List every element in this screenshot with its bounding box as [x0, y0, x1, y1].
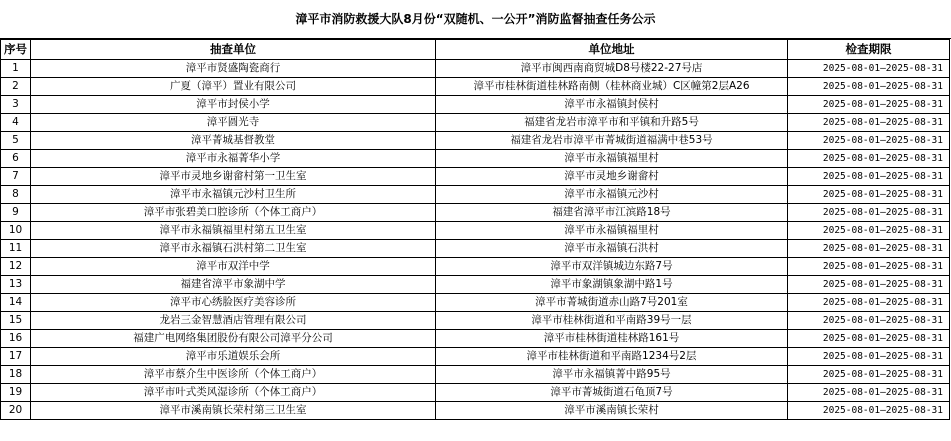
cell-period[interactable]: 2025-08-01—2025-08-31	[788, 186, 950, 204]
cell-unit[interactable]: 漳平市永福镇元沙村卫生所	[31, 186, 436, 204]
cell-period[interactable]: 2025-08-01—2025-08-31	[788, 114, 950, 132]
cell-no[interactable]: 11	[1, 240, 31, 258]
cell-address[interactable]: 漳平市桂林街道桂林路南侧（桂林商业城）C区幢第2层A26	[436, 78, 788, 96]
cell-address[interactable]: 漳平市永福镇石洪村	[436, 240, 788, 258]
table-row	[1, 330, 950, 348]
cell-address[interactable]: 漳平市象湖镇象湖中路1号	[436, 276, 788, 294]
cell-unit[interactable]: 漳平市乐道娱乐会所	[31, 348, 436, 366]
cell-unit[interactable]: 漳平市心绣脸医疗美容诊所	[31, 294, 436, 312]
cell-unit[interactable]: 广夏（漳平）置业有限公司	[31, 78, 436, 96]
cell-unit[interactable]: 漳平市封侯小学	[31, 96, 436, 114]
cell-address[interactable]: 漳平市永福镇福里村	[436, 222, 788, 240]
table-row	[1, 384, 950, 402]
cell-unit[interactable]: 漳平市张碧美口腔诊所（个体工商户）	[31, 204, 436, 222]
cell-no[interactable]: 14	[1, 294, 31, 312]
table-row	[1, 114, 950, 132]
cell-unit[interactable]: 漳平市双洋中学	[31, 258, 436, 276]
cell-period[interactable]: 2025-08-01—2025-08-31	[788, 240, 950, 258]
cell-no[interactable]: 10	[1, 222, 31, 240]
cell-period[interactable]: 2025-08-01—2025-08-31	[788, 132, 950, 150]
header-period[interactable]: 检查期限	[788, 40, 950, 60]
cell-period[interactable]: 2025-08-01—2025-08-31	[788, 312, 950, 330]
inspection-table	[0, 39, 950, 420]
cell-unit[interactable]: 漳平市永福镇石洪村第二卫生室	[31, 240, 436, 258]
header-row	[1, 40, 950, 60]
cell-period[interactable]: 2025-08-01—2025-08-31	[788, 168, 950, 186]
header-no[interactable]: 序号	[1, 40, 31, 60]
cell-address[interactable]: 漳平市永福镇元沙村	[436, 186, 788, 204]
cell-no[interactable]: 19	[1, 384, 31, 402]
cell-address[interactable]: 漳平市桂林街道和平南路39号一层	[436, 312, 788, 330]
cell-address[interactable]: 漳平市闽西南商贸城D8号楼22-27号店	[436, 60, 788, 78]
table-row	[1, 240, 950, 258]
cell-no[interactable]: 16	[1, 330, 31, 348]
cell-period[interactable]: 2025-08-01—2025-08-31	[788, 348, 950, 366]
cell-unit[interactable]: 漳平市灵地乡谢畲村第一卫生室	[31, 168, 436, 186]
cell-address[interactable]: 漳平市菁城街道石龟顶7号	[436, 384, 788, 402]
cell-unit[interactable]: 福建广电网络集团股份有限公司漳平分公司	[31, 330, 436, 348]
cell-no[interactable]: 15	[1, 312, 31, 330]
cell-unit[interactable]: 漳平市蔡介生中医诊所（个体工商户）	[31, 366, 436, 384]
table-row	[1, 186, 950, 204]
cell-period[interactable]: 2025-08-01—2025-08-31	[788, 150, 950, 168]
cell-unit[interactable]: 漳平圆光寺	[31, 114, 436, 132]
cell-address[interactable]: 漳平市菁城街道赤山路7号201室	[436, 294, 788, 312]
cell-no[interactable]: 18	[1, 366, 31, 384]
table-row	[1, 204, 950, 222]
table-row	[1, 402, 950, 420]
table-row	[1, 294, 950, 312]
cell-no[interactable]: 1	[1, 60, 31, 78]
cell-period[interactable]: 2025-08-01—2025-08-31	[788, 330, 950, 348]
table-row	[1, 258, 950, 276]
cell-no[interactable]: 4	[1, 114, 31, 132]
cell-no[interactable]: 6	[1, 150, 31, 168]
table-row	[1, 312, 950, 330]
header-address[interactable]: 单位地址	[436, 40, 788, 60]
table-row	[1, 96, 950, 114]
cell-unit[interactable]: 福建省漳平市象湖中学	[31, 276, 436, 294]
cell-address[interactable]: 漳平市永福镇福里村	[436, 150, 788, 168]
cell-unit[interactable]: 漳平市永福镇福里村第五卫生室	[31, 222, 436, 240]
cell-no[interactable]: 2	[1, 78, 31, 96]
cell-no[interactable]: 8	[1, 186, 31, 204]
cell-no[interactable]: 17	[1, 348, 31, 366]
table-row	[1, 276, 950, 294]
cell-no[interactable]: 5	[1, 132, 31, 150]
cell-address[interactable]: 漳平市灵地乡谢畲村	[436, 168, 788, 186]
cell-address[interactable]: 漳平市桂林街道桂林路161号	[436, 330, 788, 348]
cell-no[interactable]: 20	[1, 402, 31, 420]
table-row	[1, 222, 950, 240]
cell-unit[interactable]: 龙岩三金智慧酒店管理有限公司	[31, 312, 436, 330]
page-title: 漳平市消防救援大队8月份“双随机、一公开”消防监督抽查任务公示	[0, 0, 951, 39]
cell-unit[interactable]: 漳平市贤盛陶瓷商行	[31, 60, 436, 78]
cell-period[interactable]: 2025-08-01—2025-08-31	[788, 222, 950, 240]
cell-period[interactable]: 2025-08-01—2025-08-31	[788, 96, 950, 114]
cell-period[interactable]: 2025-08-01—2025-08-31	[788, 258, 950, 276]
cell-period[interactable]: 2025-08-01—2025-08-31	[788, 294, 950, 312]
cell-address[interactable]: 漳平市桂林街道和平南路1234号2层	[436, 348, 788, 366]
table-row	[1, 366, 950, 384]
cell-period[interactable]: 2025-08-01—2025-08-31	[788, 60, 950, 78]
cell-no[interactable]: 13	[1, 276, 31, 294]
cell-period[interactable]: 2025-08-01—2025-08-31	[788, 78, 950, 96]
cell-period[interactable]: 2025-08-01—2025-08-31	[788, 402, 950, 420]
table-body	[1, 60, 950, 420]
table-row	[1, 168, 950, 186]
cell-address[interactable]: 福建省漳平市江滨路18号	[436, 204, 788, 222]
cell-address[interactable]: 漳平市永福镇封侯村	[436, 96, 788, 114]
cell-no[interactable]: 3	[1, 96, 31, 114]
cell-period[interactable]: 2025-08-01—2025-08-31	[788, 204, 950, 222]
cell-unit[interactable]: 漳平市永福菁华小学	[31, 150, 436, 168]
cell-unit[interactable]: 漳平市叶式类风湿诊所（个体工商户）	[31, 384, 436, 402]
table-row	[1, 60, 950, 78]
table-row	[1, 348, 950, 366]
cell-no[interactable]: 12	[1, 258, 31, 276]
cell-address[interactable]: 福建省龙岩市漳平市和平镇和升路5号	[436, 114, 788, 132]
cell-unit[interactable]: 漳平菁城基督教堂	[31, 132, 436, 150]
table-row	[1, 78, 950, 96]
cell-period[interactable]: 2025-08-01—2025-08-31	[788, 276, 950, 294]
cell-address[interactable]: 漳平市永福镇菁中路95号	[436, 366, 788, 384]
table-row	[1, 150, 950, 168]
cell-no[interactable]: 9	[1, 204, 31, 222]
cell-address[interactable]: 福建省龙岩市漳平市菁城街道福满中巷53号	[436, 132, 788, 150]
cell-no[interactable]: 7	[1, 168, 31, 186]
table-row	[1, 132, 950, 150]
cell-address[interactable]: 漳平市溪南镇长荣村	[436, 402, 788, 420]
cell-unit[interactable]: 漳平市溪南镇长荣村第三卫生室	[31, 402, 436, 420]
cell-period[interactable]: 2025-08-01—2025-08-31	[788, 366, 950, 384]
cell-period[interactable]: 2025-08-01—2025-08-31	[788, 384, 950, 402]
header-unit[interactable]: 抽查单位	[31, 40, 436, 60]
cell-address[interactable]: 漳平市双洋镇城边东路7号	[436, 258, 788, 276]
